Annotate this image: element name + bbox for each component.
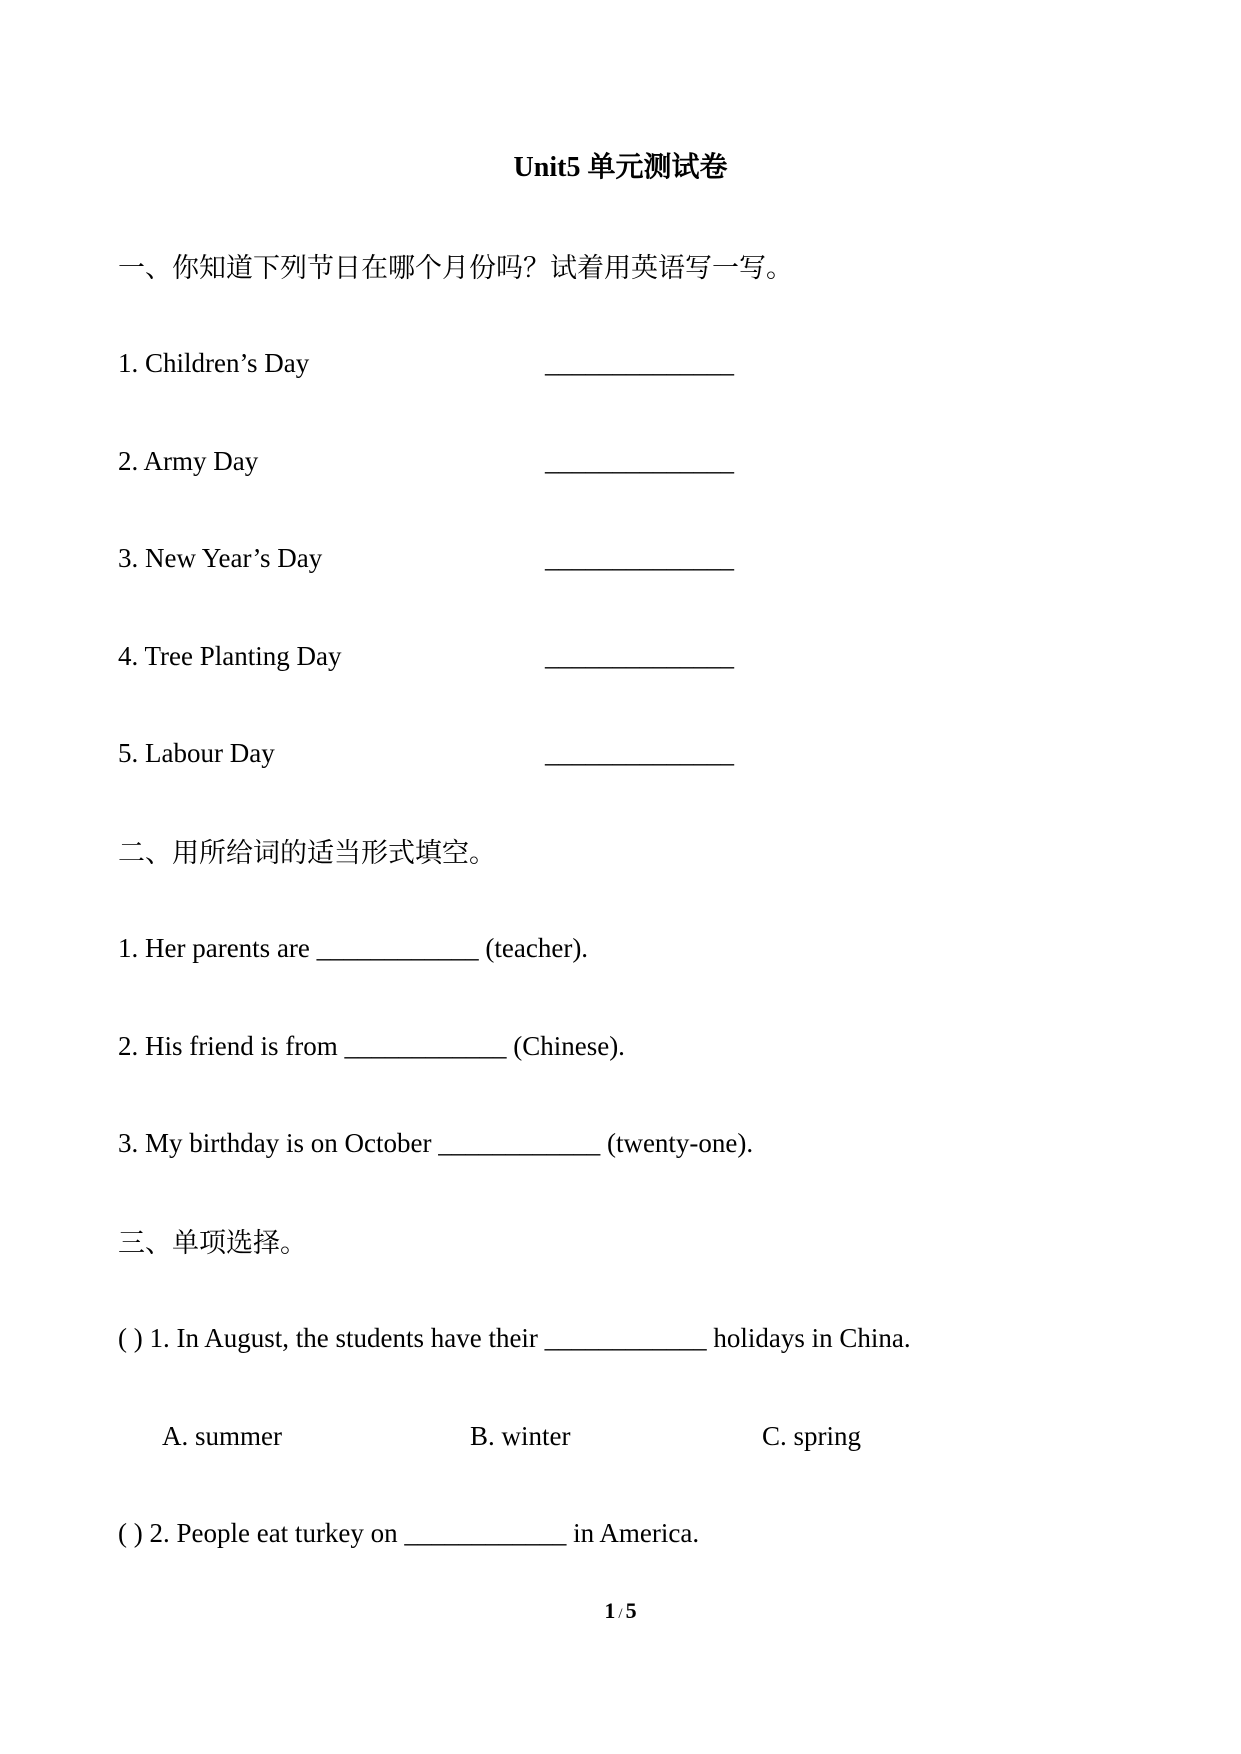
option-c: C. spring bbox=[762, 1421, 862, 1451]
section3-question-1: ( ) 1. In August, the students have their ____________ holidays in China. bbox=[118, 1323, 911, 1353]
section3-question-2: ( ) 2. People eat turkey on ____________ in America. bbox=[118, 1518, 700, 1548]
section1-blank-5: ______________ bbox=[545, 738, 734, 768]
section1-heading: 一、你知道下列节日在哪个月份吗？试着用英语写一写。 bbox=[118, 253, 793, 283]
option-a: A. summer bbox=[162, 1421, 282, 1451]
section1-item-2: 2. Army Day bbox=[118, 446, 259, 476]
page-title: Unit5 单元测试卷 bbox=[513, 152, 728, 183]
section1-blank-4: ______________ bbox=[545, 641, 734, 671]
page-number bbox=[0, 1596, 1241, 1629]
page-total: 5 bbox=[625, 1598, 637, 1623]
section3-heading: 三、单项选择。 bbox=[118, 1228, 307, 1258]
section1-blank-1: ______________ bbox=[545, 348, 734, 378]
section1-item-1: 1. Children’s Day bbox=[118, 348, 310, 378]
section1-blank-2: ______________ bbox=[545, 446, 734, 476]
section1-item-4: 4. Tree Planting Day bbox=[118, 641, 342, 671]
page-separator: / bbox=[618, 1606, 623, 1622]
section2-item-1: 1. Her parents are ____________ (teacher). bbox=[118, 933, 589, 963]
section2-heading: 二、用所给词的适当形式填空。 bbox=[118, 838, 496, 868]
section1-item-3: 3. New Year’s Day bbox=[118, 543, 323, 573]
section2-item-2: 2. His friend is from ____________ (Chinese). bbox=[118, 1031, 625, 1061]
section1-blank-3: ______________ bbox=[545, 543, 734, 573]
option-b: B. winter bbox=[470, 1421, 571, 1451]
page-current: 1 bbox=[604, 1598, 616, 1623]
section1-item-5: 5. Labour Day bbox=[118, 738, 275, 768]
section2-item-3: 3. My birthday is on October ____________ (twenty-one). bbox=[118, 1128, 754, 1158]
